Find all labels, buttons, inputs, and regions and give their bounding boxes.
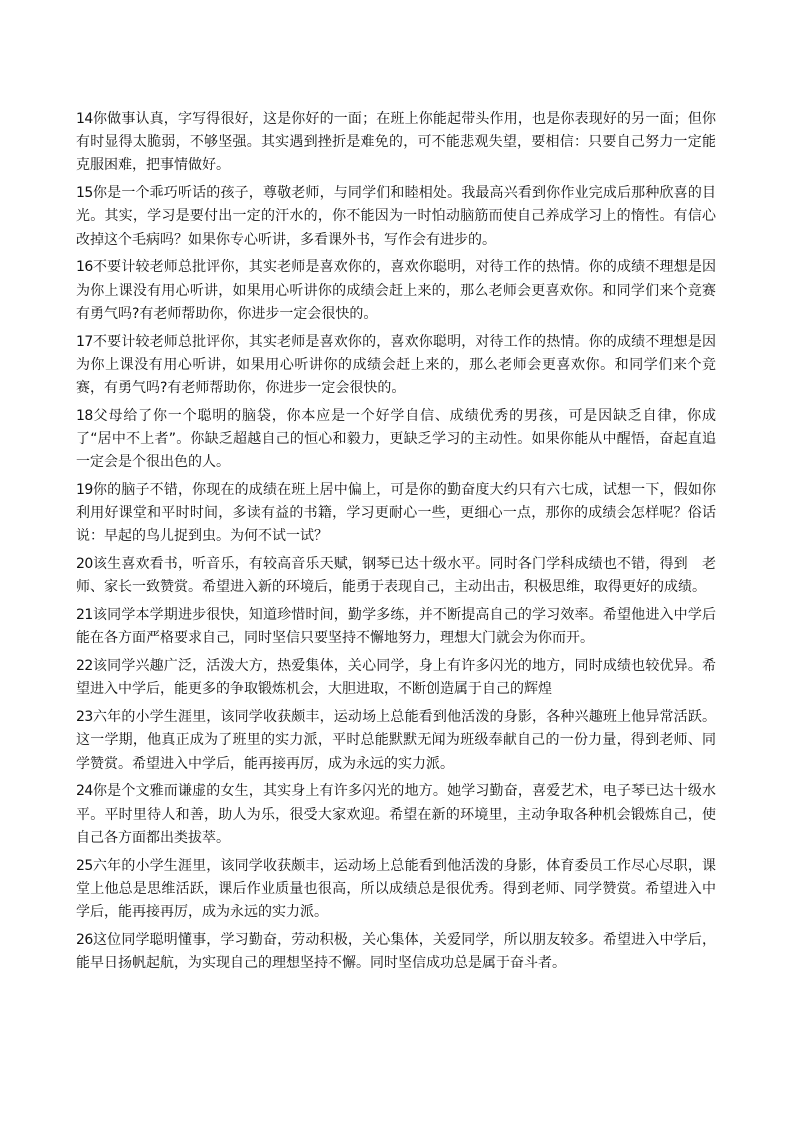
comment-entry-20 <box>76 553 716 604</box>
entry-number: 22 <box>76 658 93 675</box>
comment-entry-17 <box>76 331 716 405</box>
entry-number: 15 <box>76 185 93 202</box>
entry-number: 18 <box>76 407 93 424</box>
entry-text: 不要计较老师总批评你，其实老师是喜欢你的，喜欢你聪明，对待工作的热情。你的成绩不理想是因为你上课没有用心听讲，如果用心听讲你的成绩会赶上来的，那么老师会更喜欢你。和同学们来个竞赛有勇气吗?有老师帮助你，你进步一定会很快的。 <box>76 259 716 322</box>
comment-entry-24 <box>76 780 716 854</box>
entry-text: 你做事认真，字写得很好，这是你好的一面；在班上你能起带头作用，也是你表现好的另一面；但你有时显得太脆弱，不够坚强。其实遇到挫折是难免的，可不能悲观失望，要相信：只要自己努力一定能克服困难，把事情做好。 <box>76 111 716 174</box>
entry-number: 17 <box>76 333 93 350</box>
comment-entry-19 <box>76 479 716 553</box>
entry-number: 19 <box>76 482 93 499</box>
comment-entry-14 <box>76 108 716 182</box>
comment-entry-26 <box>76 929 716 980</box>
comment-entry-25 <box>76 855 716 929</box>
entry-text: 该同学兴趣广泛，活泼大方，热爱集体，关心同学，身上有许多闪光的地方，同时成绩也较优异。希望进入中学后，能更多的争取锻炼机会，大胆进取，不断创造属于自己的辉煌 <box>76 658 716 698</box>
entry-number: 14 <box>76 111 93 127</box>
entry-number: 16 <box>76 259 93 276</box>
comment-entry-16 <box>76 256 716 330</box>
entry-text: 六年的小学生涯里，该同学收获颇丰，运动场上总能看到他活泼的身影，各种兴趣班上他异常活跃。这一学期，他真正成为了班里的实力派，平时总能默默无闻为班级奉献自己的一份力量，得到老师、同学赞赏。希望进入中学后，能再接再厉，成为永远的实力派。 <box>76 709 716 772</box>
document-body <box>76 108 716 980</box>
comment-entry-23 <box>76 706 716 780</box>
entry-text: 六年的小学生涯里，该同学收获颇丰，运动场上总能看到他活泼的身影，体育委员工作尽心尽职，课堂上他总是思维活跃，课后作业质量也很高，所以成绩总是很优秀。得到老师、同学赞赏。希望进入中学后，能再接再厉，成为永远的实力派。 <box>76 857 716 921</box>
entry-number: 21 <box>76 607 93 624</box>
comment-entry-21 <box>76 604 716 655</box>
entry-text: 你是个文雅而谦虚的女生，其实身上有许多闪光的地方。她学习勤奋，喜爱艺术，电子琴已达十级水平。平时里待人和善，助人为乐，很受大家欢迎。希望在新的环境里，主动争取各种机会锻炼自己，使自己各方面都出类拔萃。 <box>76 783 716 846</box>
entry-number: 20 <box>76 556 93 573</box>
entry-text: 你是一个乖巧听话的孩子，尊敬老师，与同学们和睦相处。我最高兴看到你作业完成后那种欣喜的目光。其实，学习是要付出一定的汗水的，你不能因为一时怕动脑筋而使自己养成学习上的惰性。有信心改掉这个毛病吗？如果你专心听讲，多看课外书，写作会有进步的。 <box>76 185 716 248</box>
entry-text: 这位同学聪明懂事，学习勤奋，劳动积极，关心集体，关爱同学，所以朋友较多。希望进入中学后，能早日扬帆起航，为实现自己的理想坚持不懈。同时坚信成功总是属于奋斗者。 <box>76 931 716 972</box>
comment-entry-15 <box>76 182 716 256</box>
entry-number: 26 <box>76 931 93 948</box>
entry-number: 25 <box>76 857 93 874</box>
entry-text: 该同学本学期进步很快，知道珍惜时间，勤学多练，并不断提高自己的学习效率。希望他进入中学后能在各方面严格要求自己，同时坚信只要坚持不懈地努力，理想大门就会为你而开。 <box>76 607 716 647</box>
entry-text: 该生喜欢看书，听音乐，有较高音乐天赋，钢琴已达十级水平。同时各门学科成绩也不错，得到 老师、家长一致赞赏。希望进入新的环境后，能勇于表现自己，主动出击，积极思维，取得更好的成绩。 <box>76 556 716 596</box>
entry-text: 父母给了你一个聪明的脑袋，你本应是一个好学自信、成绩优秀的男孩，可是因缺乏自律，你成了“居中不上者”。你缺乏超越自己的恒心和毅力，更缺乏学习的主动性。如果你能从中醒悟，奋起直追一定会是个很出色的人。 <box>76 407 716 471</box>
entry-text: 不要计较老师总批评你，其实老师是喜欢你的，喜欢你聪明，对待工作的热情。你的成绩不理想是因为你上课没有用心听讲，如果用心听讲你的成绩会赶上来的，那么老师会更喜欢你。和同学们来个竞赛，有勇气吗?有老师帮助你，你进步一定会很快的。 <box>76 333 716 397</box>
entry-number: 23 <box>76 709 93 726</box>
entry-number: 24 <box>76 783 93 800</box>
comment-entry-22 <box>76 655 716 706</box>
comment-entry-18 <box>76 405 716 479</box>
entry-text: 你的脑子不错，你现在的成绩在班上居中偏上，可是你的勤奋度大约只有六七成，试想一下，假如你利用好课堂和平时时间，多读有益的书籍，学习更耐心一些，更细心一点，那你的成绩会怎样呢？俗话说：早起的鸟儿捉到虫。为何不试一试？ <box>76 482 716 545</box>
